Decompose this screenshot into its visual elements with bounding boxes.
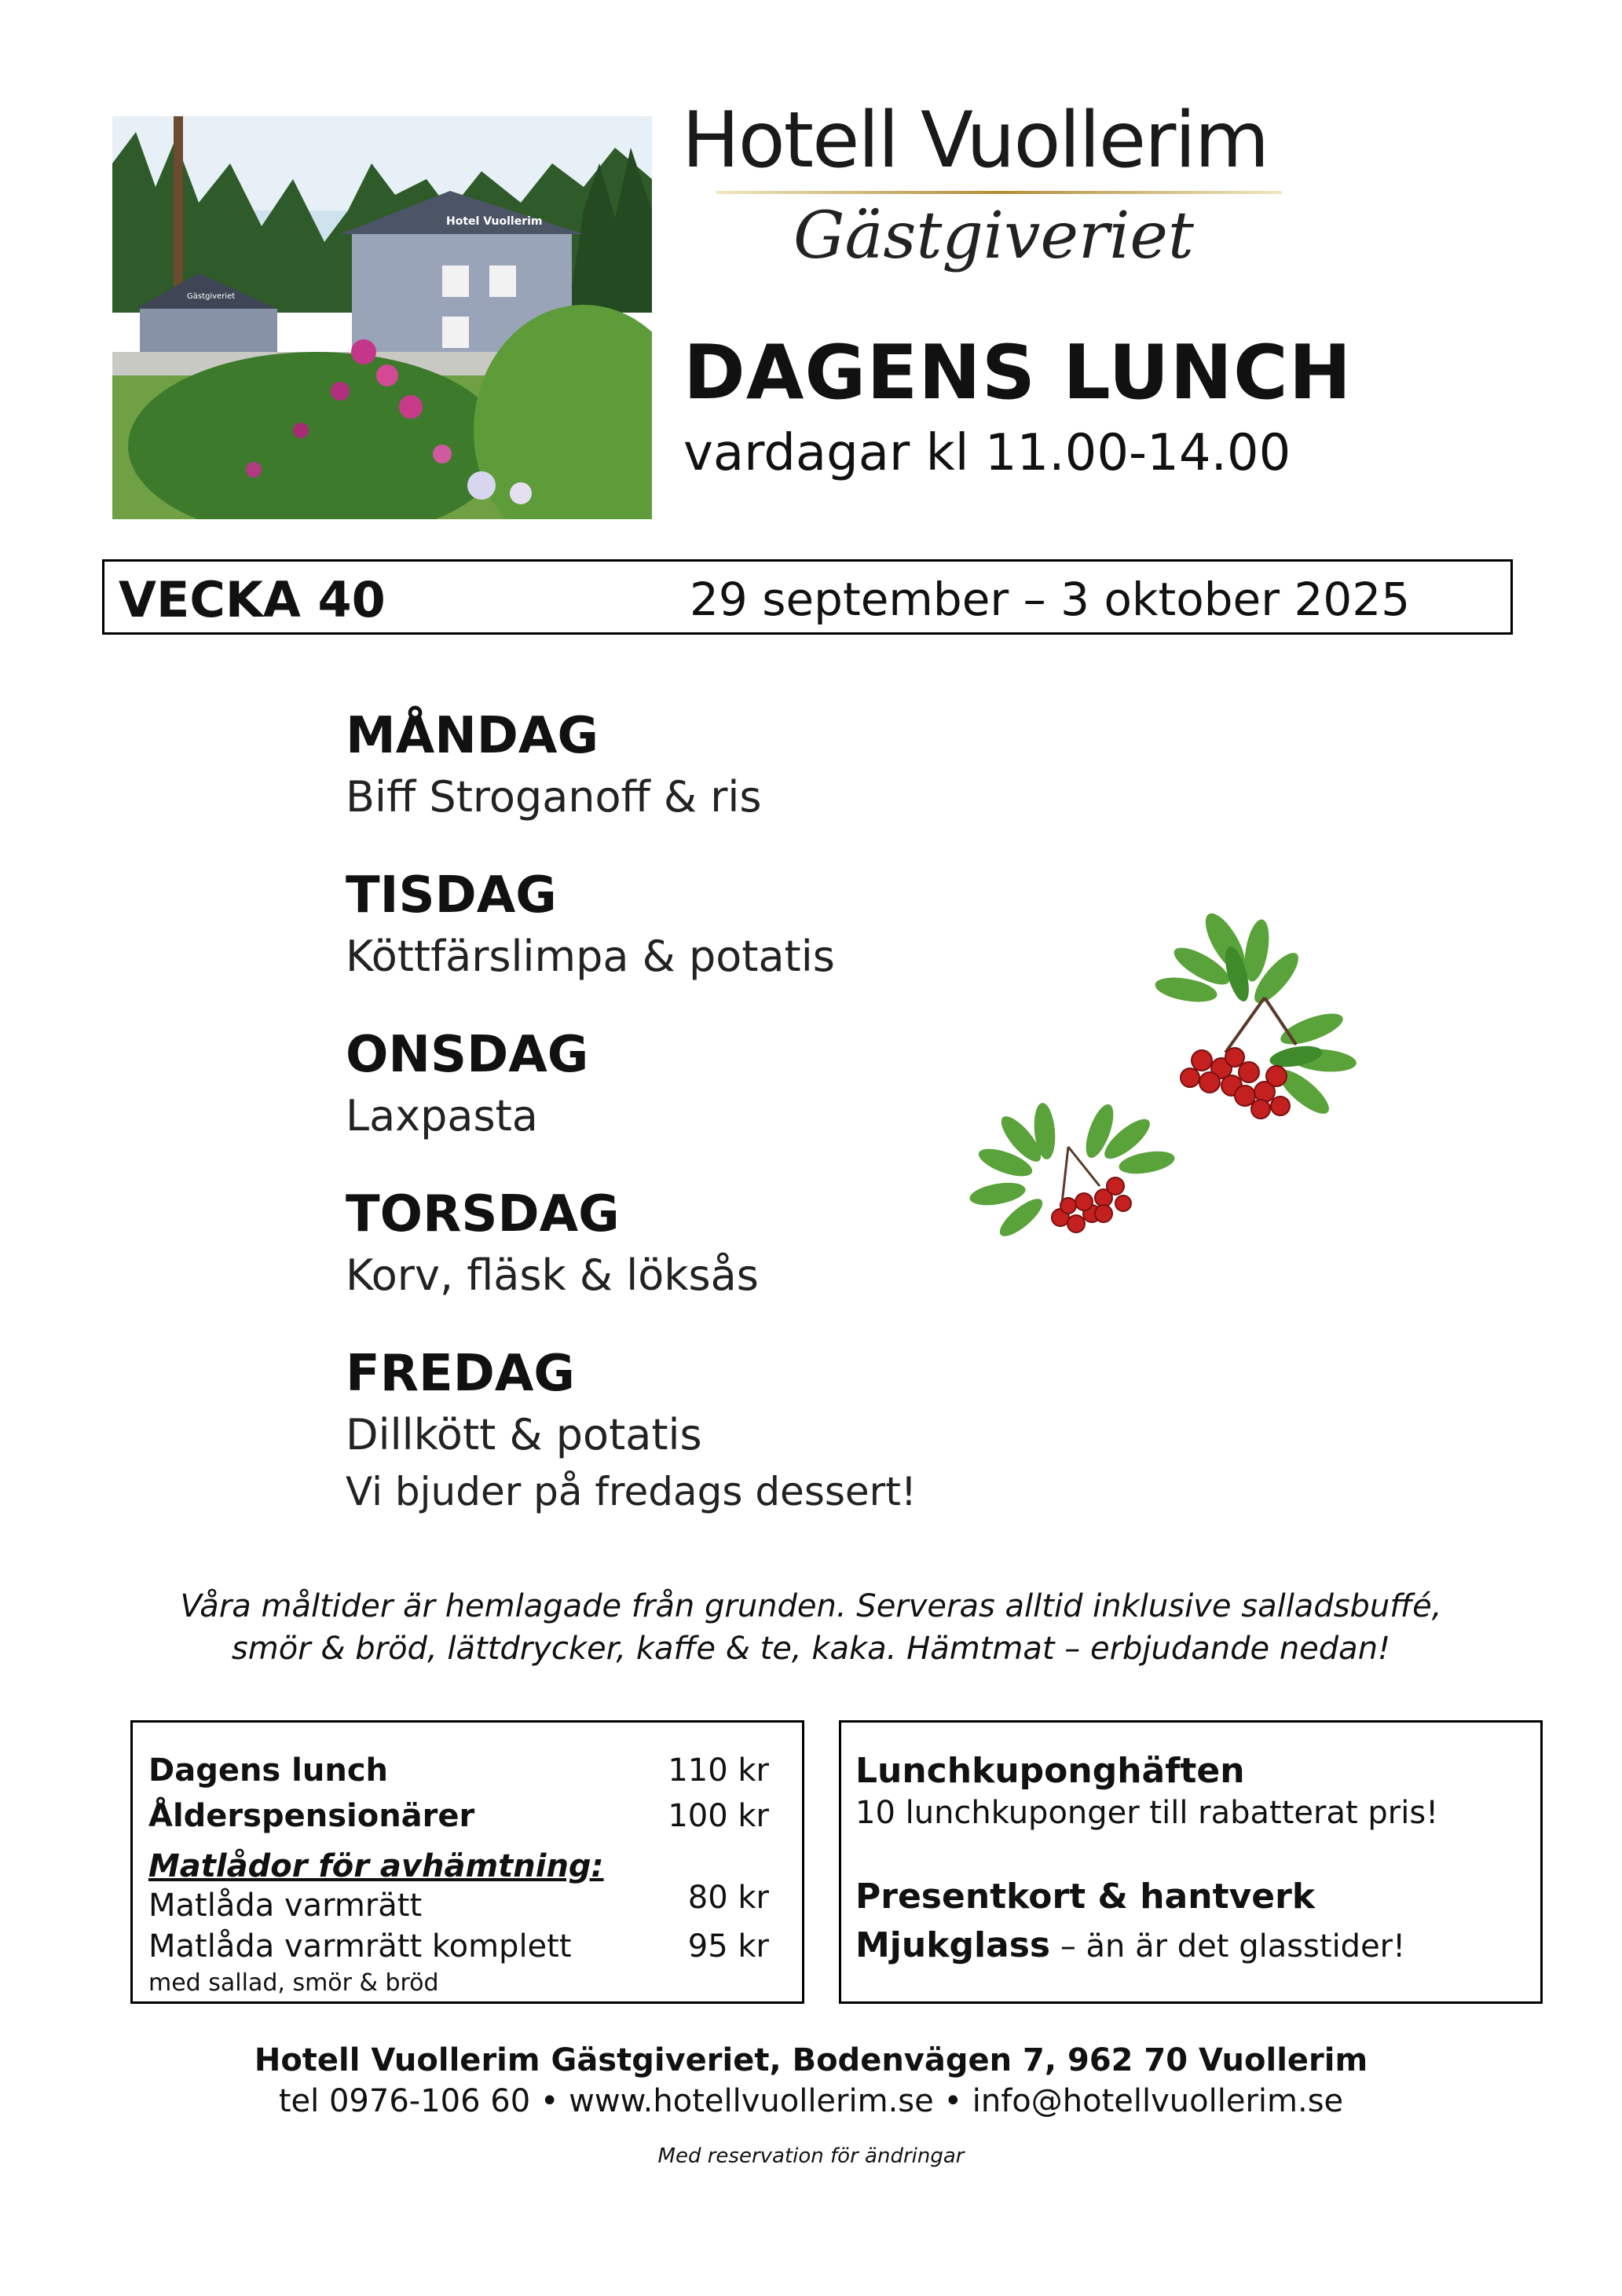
brand-name: Hotell Vuollerim [682,96,1269,185]
menu-day-monday: MÅNDAG [346,707,599,765]
menu-dish-tuesday: Köttfärslimpa & potatis [346,932,835,981]
brand-divider [716,191,1282,194]
menu-day-friday: FREDAG [346,1345,575,1403]
price-value-meal-box-complete: 95 kr [687,1928,769,1965]
gift-heading: Presentkort & hantverk [855,1877,1316,1917]
photo-sign: Hotel Vuollerim [446,215,543,228]
intro-line-2: smör & bröd, lättdrycker, kaffe & te, kaka. Hämtmat – erbjudande nedan! [231,1631,1391,1667]
price-value-meal-box: 80 kr [687,1880,769,1916]
photo-side-sign: Gästgiveriet [187,292,236,301]
price-label-pensioner: Ålderspensionärer [148,1798,475,1834]
intro-text [79,1585,1543,1670]
price-value-pensioner: 100 kr [668,1798,769,1834]
menu-day-thursday: TORSDAG [346,1185,620,1243]
takeaway-heading: Matlådor för avhämtning: [148,1848,604,1884]
menu-day-wednesday: ONSDAG [346,1026,589,1084]
icecream-heading: Mjukglass [855,1925,1051,1965]
icecream-text: – än är det glasstider! [1050,1928,1406,1965]
coupon-heading: Lunchkuponghäften [855,1751,1245,1791]
coupon-text: 10 lunchkuponger till rabatterat pris! [855,1795,1439,1831]
week-dates: 29 september – 3 oktober 2025 [690,573,1411,626]
dessert-note: Vi bjuder på fredags dessert! [346,1469,917,1514]
menu-dish-wednesday: Laxpasta [346,1091,538,1141]
footer-address: Hotell Vuollerim Gästgiveriet, Bodenvägen 7, 962 70 Vuollerim [254,2042,1368,2078]
page-title: DAGENS LUNCH [683,330,1353,416]
info-box [839,1720,1543,2004]
price-label-lunch: Dagens lunch [148,1752,389,1789]
icecream-line [855,1925,1405,1965]
menu-dish-monday: Biff Stroganoff & ris [346,772,762,822]
menu-dish-friday: Dillkött & potatis [346,1410,702,1459]
footer-disclaimer: Med reservation för ändringar [657,2144,965,2168]
menu-dish-thursday: Korv, fläsk & löksås [346,1251,759,1300]
price-box [130,1720,804,2004]
week-box [102,559,1513,635]
brand-subtitle: Gästgiveriet [793,199,1194,273]
week-label: VECKA 40 [119,571,386,628]
hotel-photo [112,116,652,519]
price-label-meal-box-complete: Matlåda varmrätt komplett [148,1928,572,1965]
hotel-photo-illustration [112,116,652,519]
opening-hours: vardagar kl 11.00-14.00 [683,424,1291,482]
price-label-meal-box: Matlåda varmrätt [148,1888,423,1924]
intro-line-1: Våra måltider är hemlagade från grunden. Serveras alltid inklusive salladsbuffé, [180,1588,1442,1624]
rowanberry-icon [966,903,1359,1265]
meal-box-note: med sallad, smör & bröd [148,1969,439,1997]
menu-day-tuesday: TISDAG [346,866,557,925]
footer-contact: tel 0976-106 60 • www.hotellvuollerim.se • info@hotellvuollerim.se [278,2083,1344,2119]
price-value-lunch: 110 kr [668,1752,769,1789]
